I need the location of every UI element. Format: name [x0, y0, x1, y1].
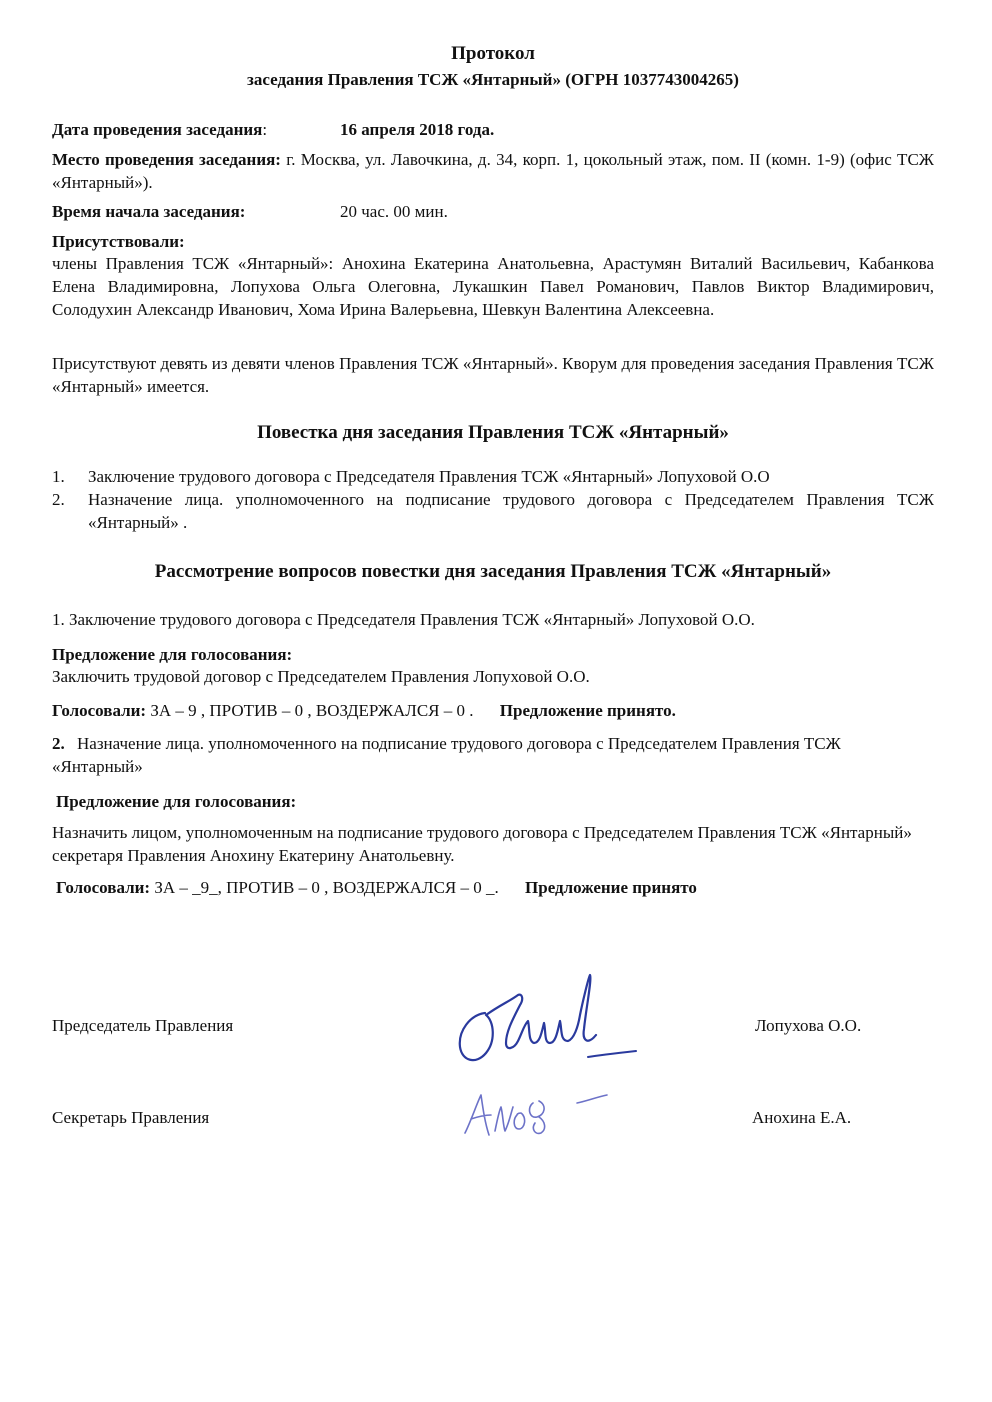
chair-name: Лопухова О.О.: [755, 1016, 862, 1035]
meeting-date-label: Дата проведения заседания: [52, 120, 263, 139]
meeting-date-row: [52, 118, 934, 141]
chair-signature-icon: [440, 965, 650, 1080]
agenda-heading: Повестка дня заседания Правления ТСЖ «Янтарный»: [257, 422, 729, 443]
agenda-list: [52, 465, 934, 534]
meeting-time-label: Время начала заседания:: [52, 202, 246, 221]
q1-result: Предложение принято.: [499, 701, 676, 720]
q2-vote-label: Голосовали:: [56, 878, 151, 897]
secretary-name: Анохина Е.А.: [752, 1108, 852, 1127]
agenda-item: [52, 465, 934, 488]
attendance-members: члены Правления ТСЖ «Янтарный»: Анохина Екатерина Анатольевна, Арастумян Виталий Васильевич, Кабанкова Елена Владимировна, Лопухова Ольга Олеговна, Лукашкин Павел Романович, Павлов Виктор Владимирович, Солодухин Александр Иванович, Хома Ирина Валерьевна, Шевкун Валентина Алексеевна.: [52, 254, 934, 319]
agenda-item-text: Назначение лица. уполномоченного на подписание трудового договора с Председателем Правления ТСЖ «Янтарный» .: [88, 490, 934, 532]
review-heading: Рассмотрение вопросов повестки дня заседания Правления ТСЖ «Янтарный»: [154, 561, 832, 582]
q2-vote-text: ЗА – _9_, ПРОТИВ – 0 , ВОЗДЕРЖАЛСЯ – 0 _.: [150, 878, 499, 897]
agenda-item-number: 2.: [52, 490, 65, 509]
agenda-item: [52, 488, 934, 534]
q2-proposal-text: Назначить лицом, уполномоченным на подписание трудового договора с Председателем Правления ТСЖ «Янтарный» секретаря Правления Анохину Екатерину Анатольевну.: [52, 823, 912, 865]
secretary-role: Секретарь Правления: [52, 1108, 210, 1127]
q2-result: Предложение принято: [525, 878, 697, 897]
secretary-signature-icon: [455, 1085, 625, 1150]
q1-proposal-text: Заключить трудовой договор с Председателем Правления Лопуховой О.О.: [52, 667, 590, 686]
document-subtitle: заседания Правления ТСЖ «Янтарный» (ОГРН 1037743004265): [247, 70, 739, 89]
meeting-time-row: [52, 200, 934, 223]
q2-vote-row: [56, 876, 938, 899]
meeting-date-colon: :: [262, 120, 268, 139]
meeting-place-label: Место проведения заседания:: [52, 150, 281, 169]
q2-proposal-label: Предложение для голосования:: [56, 792, 297, 811]
q1-proposal-label: Предложение для голосования:: [52, 645, 293, 664]
q2-title: Назначение лица. уполномоченного на подписание трудового договора с Председателем Правления ТСЖ «Янтарный»: [52, 734, 841, 776]
meeting-time-value: 20 час. 00 мин.: [340, 202, 448, 221]
document-title: Протокол: [451, 43, 535, 64]
q2-number: 2.: [52, 734, 65, 753]
meeting-date-value: 16 апреля 2018 года.: [340, 120, 495, 139]
attendance-heading: Присутствовали:: [52, 232, 185, 251]
meeting-place-value: г. Москва, ул. Лавочкина, д. 34, корп. 1, цокольный этаж, пом. II (комн. 1-9) (офис ТСЖ «Янтарный»).: [52, 150, 935, 192]
q1-title: 1. Заключение трудового договора с Председателя Правления ТСЖ «Янтарный» Лопуховой О.О.: [52, 610, 755, 629]
agenda-item-number: 1.: [52, 467, 65, 486]
attendance-quorum: Присутствуют девять из девяти членов Правления ТСЖ «Янтарный». Кворум для проведения заседания Правления ТСЖ «Янтарный» имеется.: [52, 354, 934, 396]
q1-vote-text: ЗА – 9 , ПРОТИВ – 0 , ВОЗДЕРЖАЛСЯ – 0 .: [146, 701, 474, 720]
chair-role: Председатель Правления: [52, 1016, 234, 1035]
meeting-place-row: [52, 148, 934, 194]
agenda-item-text: Заключение трудового договора с Председателя Правления ТСЖ «Янтарный» Лопуховой О.О: [88, 467, 770, 486]
q2-title-row: [52, 732, 934, 778]
q1-vote-row: [52, 699, 934, 722]
q1-vote-label: Голосовали:: [52, 701, 147, 720]
